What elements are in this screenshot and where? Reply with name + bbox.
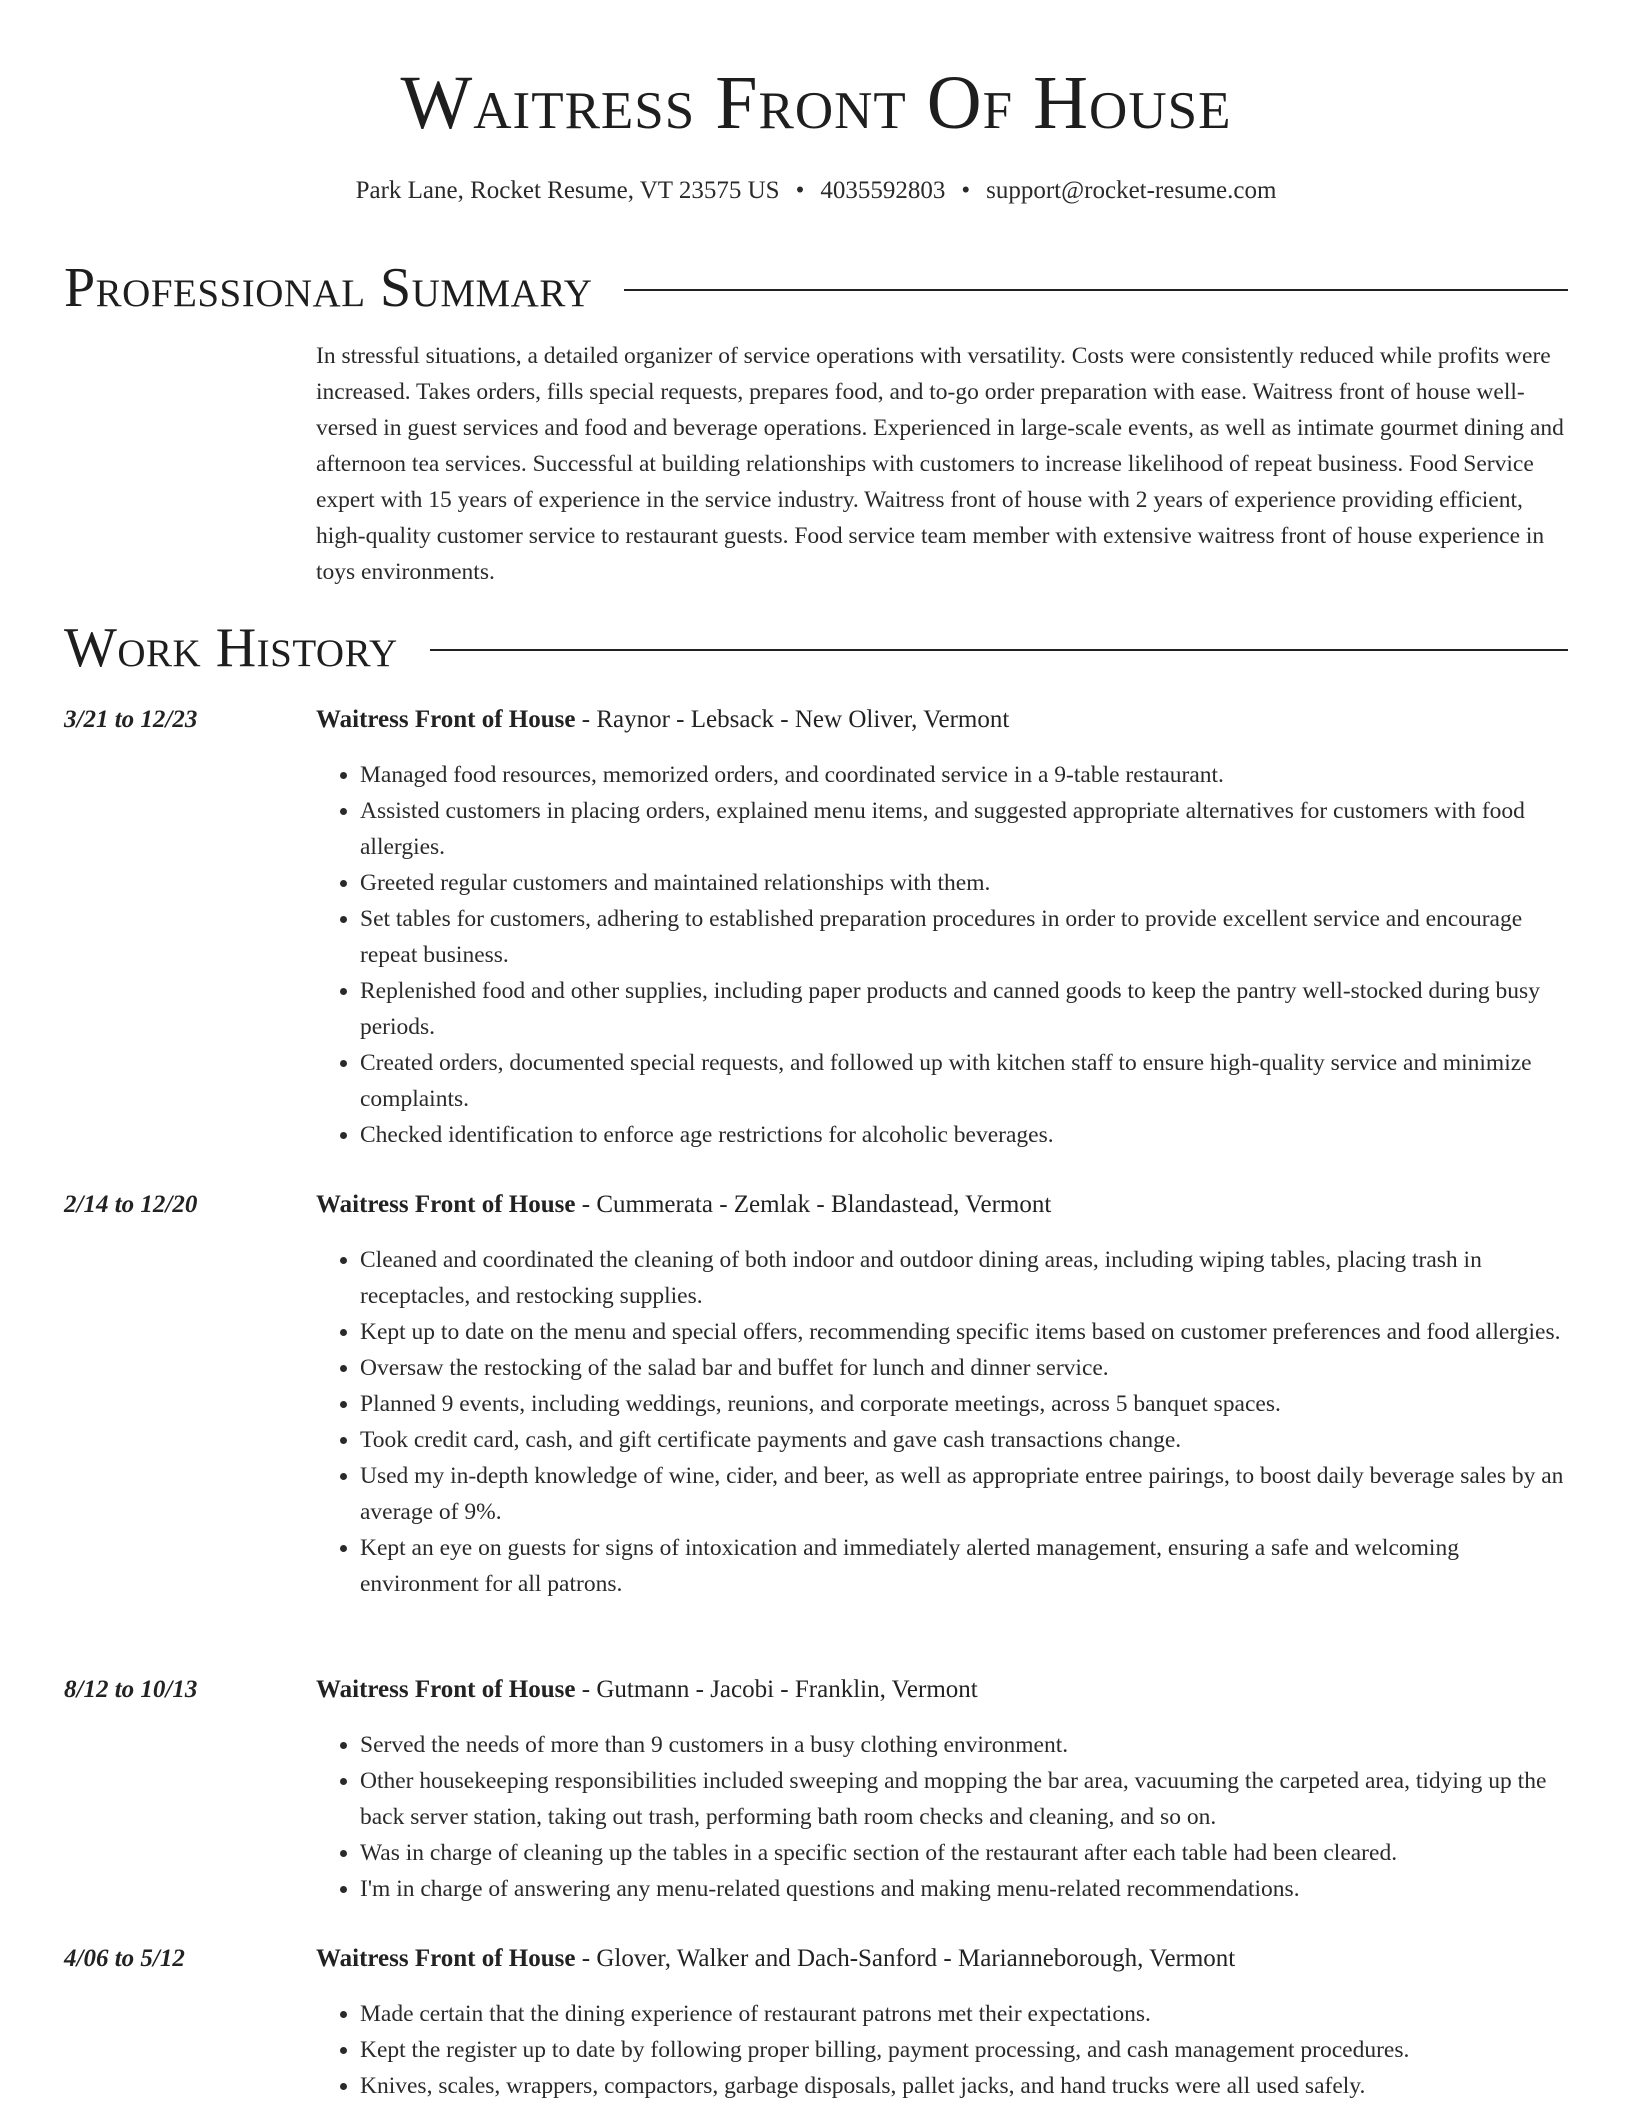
job-bullet: • Cleaned and coordinated the cleaning of both indoor and outdoor dining areas, including wiping tables, placing trash in receptacles, and restocking supplies. (360, 1242, 1572, 1314)
section-divider (624, 289, 1568, 291)
summary-text: In stressful situations, a detailed organizer of service operations with versatility. Costs were consistently reduced while profits were increased. Takes orders, fills special requests, prepares food, and to-go order preparation with ease. Waitress front of house well-versed in guest services and food and beverage operations. Experienced in large-scale events, as well as intimate gourmet dining and afternoon tea services. Successful at building relationships with customers to increase likelihood of repeat business. Food Service expert with 15 years of experience in the service industry. Waitress front of house with 2 years of experience providing efficient, high-quality customer service to restaurant guests. Food service team member with extensive waitress front of house experience in toys environments. (316, 343, 1564, 585)
job-bullets (316, 1727, 1572, 1907)
contact-address: Park Lane, Rocket Resume, VT 23575 US (355, 177, 780, 204)
job-title-line (316, 1673, 1572, 1707)
job-employer: - Gutmann - Jacobi - Franklin, Vermont (575, 1676, 978, 1703)
job-bullets (316, 757, 1572, 1153)
section-divider (430, 649, 1568, 651)
contact-separator: • (795, 177, 805, 204)
job-bullet: • Oversaw the restocking of the salad bar and buffet for lunch and dinner service. (360, 1350, 1572, 1386)
job-title-line (316, 1188, 1572, 1222)
job-title: Waitress Front of House (316, 1191, 576, 1218)
job-bullet: • I'm in charge of answering any menu-related questions and making menu-related recommendations. (360, 1871, 1572, 1907)
job-dates: 8/12 to 10/13 (64, 1676, 198, 1703)
work-history-heading: Work History (64, 617, 398, 679)
job-bullet: • Kept up to date on the menu and special offers, recommending specific items based on customer preferences and food allergies. (360, 1314, 1572, 1350)
job-bullet: • Knives, scales, wrappers, compactors, garbage disposals, pallet jacks, and hand trucks were all used safely. (360, 2068, 1572, 2104)
job-bullet: • Assisted customers in placing orders, explained menu items, and suggested appropriate alternatives for customers with food allergies. (360, 793, 1572, 865)
job-bullet: • Set tables for customers, adhering to established preparation procedures in order to provide excellent service and encourage repeat business. (360, 901, 1572, 973)
job-bullets (316, 1996, 1572, 2104)
contact-phone: 4035592803 (820, 177, 946, 204)
job-bullet: • Replenished food and other supplies, including paper products and canned goods to keep the pantry well-stocked during busy periods. (360, 973, 1572, 1045)
contact-email: support@rocket-resume.com (986, 177, 1277, 204)
contact-separator: • (961, 177, 971, 204)
contact-line (0, 174, 1632, 208)
job-bullet: • Took credit card, cash, and gift certificate payments and gave cash transactions change. (360, 1422, 1572, 1458)
job-entry (64, 1188, 1572, 1602)
job-bullet: • Kept an eye on guests for signs of intoxication and immediately alerted management, ensuring a safe and welcoming environment for all patrons. (360, 1530, 1572, 1602)
job-bullets (316, 1242, 1572, 1602)
job-bullet: • Made certain that the dining experience of restaurant patrons met their expectations. (360, 1996, 1572, 2032)
job-entry (64, 703, 1572, 1153)
job-bullet: • Managed food resources, memorized orders, and coordinated service in a 9-table restaurant. (360, 757, 1572, 793)
job-bullet: • Was in charge of cleaning up the tables in a specific section of the restaurant after each table had been cleared. (360, 1835, 1572, 1871)
job-entry (64, 1942, 1572, 2104)
job-title: Waitress Front of House (316, 1676, 576, 1703)
job-employer: - Glover, Walker and Dach-Sanford - Marianneborough, Vermont (575, 1945, 1236, 1972)
work-history-section-header (64, 616, 1568, 680)
job-title: Waitress Front of House (316, 1945, 576, 1972)
job-dates: 3/21 to 12/23 (64, 706, 198, 733)
job-bullet: • Greeted regular customers and maintained relationships with them. (360, 865, 1572, 901)
candidate-name: Waitress Front Of House (400, 61, 1232, 145)
job-bullet: • Other housekeeping responsibilities included sweeping and mopping the bar area, vacuuming the carpeted area, tidying up the back server station, taking out trash, performing bath room checks and cleaning, and so on. (360, 1763, 1572, 1835)
summary-section-header (64, 256, 1568, 320)
job-title-line (316, 703, 1572, 737)
job-bullet: • Served the needs of more than 9 customers in a busy clothing environment. (360, 1727, 1572, 1763)
job-bullet: • Created orders, documented special requests, and followed up with kitchen staff to ensure high-quality service and minimize complaints. (360, 1045, 1572, 1117)
job-bullet: • Planned 9 events, including weddings, reunions, and corporate meetings, across 5 banquet spaces. (360, 1386, 1572, 1422)
job-title-line (316, 1942, 1572, 1976)
job-employer: - Cummerata - Zemlak - Blandastead, Vermont (575, 1191, 1052, 1218)
job-entry (64, 1673, 1572, 1907)
job-employer: - Raynor - Lebsack - New Oliver, Vermont (575, 706, 1010, 733)
job-dates: 2/14 to 12/20 (64, 1191, 198, 1218)
job-dates: 4/06 to 5/12 (64, 1945, 185, 1972)
job-bullet: • Checked identification to enforce age restrictions for alcoholic beverages. (360, 1117, 1572, 1153)
job-title: Waitress Front of House (316, 706, 576, 733)
job-bullet: • Kept the register up to date by following proper billing, payment processing, and cash management procedures. (360, 2032, 1572, 2068)
job-bullet: • Used my in-depth knowledge of wine, cider, and beer, as well as appropriate entree pairings, to boost daily beverage sales by an average of 9%. (360, 1458, 1572, 1530)
summary-heading: Professional Summary (64, 257, 593, 319)
